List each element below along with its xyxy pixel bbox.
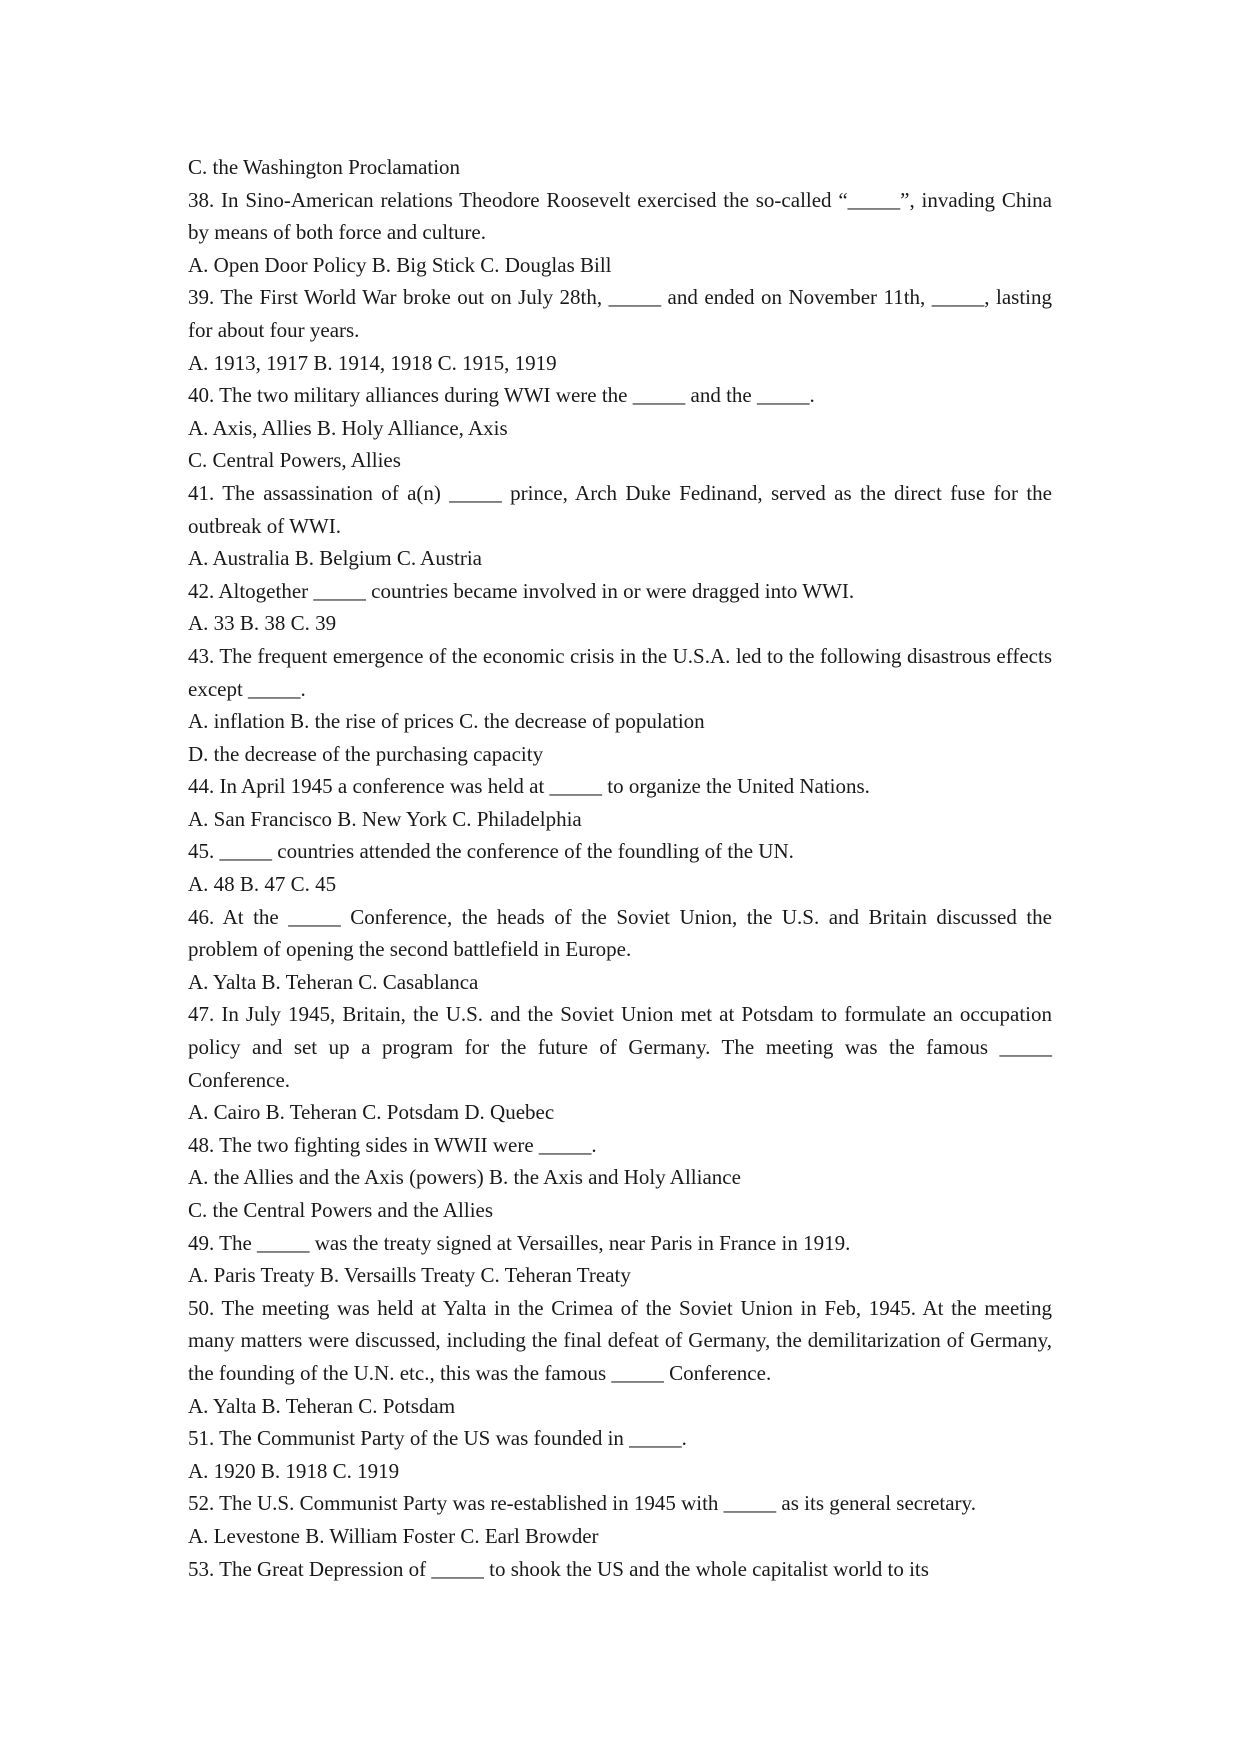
answer-options: C. the Washington Proclamation [188, 155, 461, 179]
question-text: 40. The two military alliances during WWI were the _____ and the _____. [188, 383, 815, 408]
answer-options: A. inflation B. the rise of prices C. the decrease of population [188, 709, 705, 734]
answer-options: C. Central Powers, Allies [188, 448, 401, 473]
answer-options: A. 1920 B. 1918 C. 1919 [188, 1458, 400, 1483]
answer-options: A. Paris Treaty B. Versaills Treaty C. Teheran Treaty [188, 1263, 631, 1288]
question-text: 43. The frequent emergence of the economic crisis in the U.S.A. led to the following disastrous effects except _____. [188, 643, 1052, 701]
answer-options: A. Levestone B. William Foster C. Earl Browder [188, 1523, 599, 1548]
document-page [188, 151, 1052, 1585]
question-text: 52. The U.S. Communist Party was re-established in 1945 with _____ as its general secretary. [188, 1491, 976, 1516]
answer-options: A. Open Door Policy B. Big Stick C. Douglas Bill [188, 252, 612, 277]
question-text: 46. At the _____ Conference, the heads of the Soviet Union, the U.S. and Britain discussed the problem of opening the second battlefield in Europe. [188, 904, 1052, 962]
question-text: 51. The Communist Party of the US was founded in _____. [188, 1426, 687, 1451]
question-text: 48. The two fighting sides in WWII were _____. [188, 1132, 597, 1157]
answer-options: A. San Francisco B. New York C. Philadelphia [188, 806, 582, 831]
answer-options: A. Yalta B. Teheran C. Potsdam [188, 1393, 456, 1418]
answer-options: A. Cairo B. Teheran C. Potsdam D. Quebec [188, 1100, 555, 1125]
question-text: 42. Altogether _____ countries became involved in or were dragged into WWI. [188, 578, 855, 603]
question-text: 53. The Great Depression of _____ to shook the US and the whole capitalist world to its [188, 1556, 929, 1581]
question-text: 39. The First World War broke out on July 28th, _____ and ended on November 11th, _____, lasting for about four years. [188, 285, 1052, 342]
question-text: 47. In July 1945, Britain, the U.S. and the Soviet Union met at Potsdam to formulate an occupation policy and set up a program for the future of Germany. The meeting was the famous _____ Conference. [188, 1002, 1052, 1092]
question-text: 45. _____ countries attended the conference of the foundling of the UN. [188, 839, 794, 864]
answer-options: C. the Central Powers and the Allies [188, 1198, 494, 1222]
question-text: 38. In Sino-American relations Theodore Roosevelt exercised the so-called “_____”, invading China by means of both force and culture. [188, 187, 1052, 245]
answer-options: A. 1913, 1917 B. 1914, 1918 C. 1915, 1919 [188, 350, 557, 375]
answer-options: D. the decrease of the purchasing capacity [188, 741, 544, 766]
question-text: 41. The assassination of a(n) _____ prince, Arch Duke Fedinand, served as the direct fuse for the outbreak of WWI. [188, 480, 1052, 538]
answer-options: A. 48 B. 47 C. 45 [188, 872, 337, 897]
answer-options: A. 33 B. 38 C. 39 [188, 611, 337, 636]
question-text: 50. The meeting was held at Yalta in the Crimea of the Soviet Union in Feb, 1945. At the meeting many matters were discussed, including the final defeat of Germany, the demilitarization of Germany, the founding of the U.N. etc., this was the famous _____ Conference. [188, 1295, 1052, 1385]
answer-options: A. Axis, Allies B. Holy Alliance, Axis [188, 415, 508, 440]
answer-options: A. the Allies and the Axis (powers) B. the Axis and Holy Alliance [188, 1165, 741, 1190]
question-text: 44. In April 1945 a conference was held at _____ to organize the United Nations. [188, 774, 870, 799]
question-text: 49. The _____ was the treaty signed at Versailles, near Paris in France in 1919. [188, 1230, 851, 1255]
answer-options: A. Yalta B. Teheran C. Casablanca [188, 969, 479, 994]
answer-options: A. Australia B. Belgium C. Austria [188, 546, 482, 571]
